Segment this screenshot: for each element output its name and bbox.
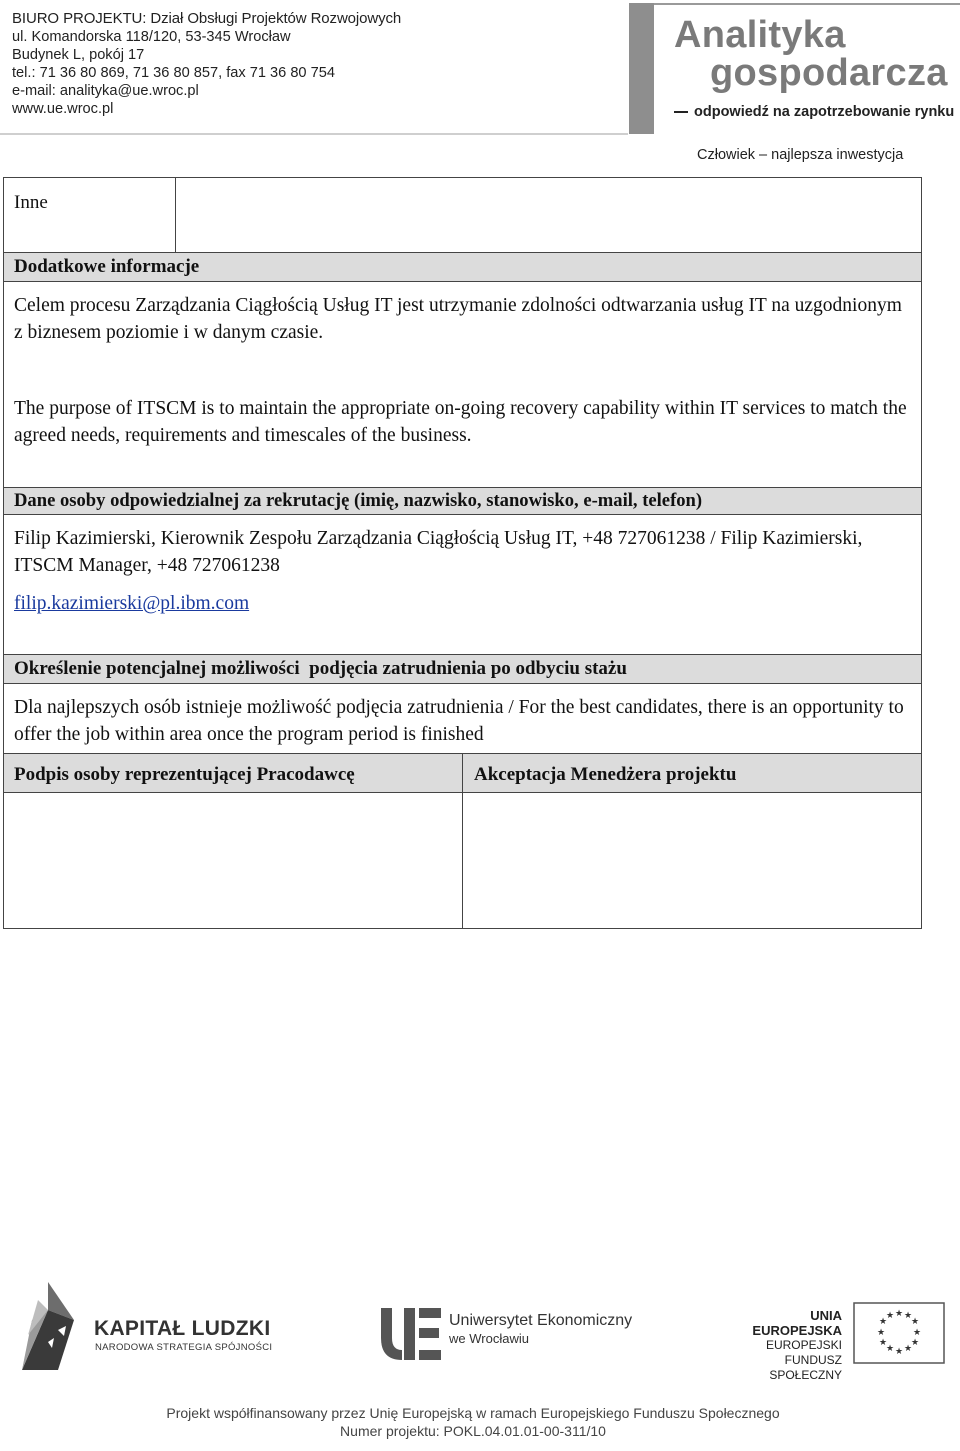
signature-manager-box[interactable] (463, 793, 921, 928)
tagline: Człowiek – najlepsza inwestycja (697, 147, 904, 163)
signature-employer-box[interactable] (4, 793, 463, 928)
header-divider (0, 133, 628, 135)
eu-line3: FUNDUSZ SPOŁECZNY (769, 1353, 842, 1382)
brand-subtitle-row (674, 104, 954, 120)
inne-value-cell[interactable] (176, 178, 921, 252)
row-divider (4, 281, 921, 282)
brand-logo (674, 14, 955, 120)
brand-line1: Analityka (674, 14, 846, 56)
inne-label-cell (4, 178, 176, 252)
address-line: www.ue.wroc.pl (12, 101, 114, 117)
eu-text-block (727, 1308, 842, 1383)
employment-heading: Określenie potencjalnej możliwości podjęcia zatrudnienia po odbyciu stażu (14, 658, 627, 679)
contact-heading: Dane osoby odpowiedzialnej za rekrutację (imię, nazwisko, stanowisko, e-mail, telefon) (14, 490, 703, 511)
kapital-ludzki-title: KAPITAŁ LUDZKI (94, 1317, 271, 1340)
svg-text:★: ★ (894, 1347, 904, 1357)
address-line: Budynek L, pokój 17 (12, 47, 145, 63)
ue-wroclaw-logo-icon (379, 1306, 443, 1362)
inne-label: Inne (14, 192, 48, 213)
project-number: Numer projektu: POKL.04.01.01-00-311/10 (340, 1423, 606, 1439)
form-table (3, 177, 922, 929)
signature-employer-heading-cell (4, 754, 463, 792)
signature-employer-label: Podpis osoby reprezentującej Pracodawcę (14, 764, 355, 785)
svg-text:★: ★ (885, 1311, 895, 1321)
office-address-block (12, 10, 401, 118)
kapital-ludzki-emblem-icon (18, 1280, 88, 1372)
svg-text:★: ★ (878, 1317, 888, 1327)
row-divider (4, 683, 921, 684)
address-line: ul. Komandorska 118/120, 53-345 Wrocław (12, 29, 291, 45)
svg-text:★: ★ (903, 1344, 913, 1354)
extra-info-heading-cell (4, 253, 921, 281)
svg-text:★: ★ (885, 1344, 895, 1354)
dash-icon (674, 111, 688, 113)
extra-info-english: The purpose of ITSCM is to maintain the appropriate on-going recovery capability within IT services to match the agreed needs, requirements and timescales of the business. (14, 398, 907, 446)
cofinance-text: Projekt współfinansowany przez Unię Europejską w ramach Europejskiego Funduszu Społecznego (166, 1405, 780, 1421)
contact-email-wrap (14, 591, 249, 618)
employment-value: Dla najlepszych osób istnieje możliwość podjęcia zatrudnienia / For the best candidates, there is an opportunity to offer the job within area once the program period is finished (14, 697, 904, 745)
brand-gray-bar (629, 3, 654, 134)
contact-value: Filip Kazimierski, Kierownik Zespołu Zarządzania Ciągłością Usług IT, +48 727061238 / Filip Kazimierski, ITSCM Manager, +48 727061238 (14, 528, 863, 576)
eu-line1: UNIA EUROPEJSKA (752, 1308, 842, 1338)
signature-manager-label: Akceptacja Menedżera projektu (474, 764, 737, 785)
eu-line2: EUROPEJSKI (765, 1338, 842, 1352)
brand-line2: gospodarcza (710, 52, 948, 94)
footer-text (153, 1404, 793, 1440)
extra-info-polish: Celem procesu Zarządzania Ciągłością Usług IT jest utrzymanie zdolności odtwarzania usług IT na uzgodnionym z biznesem poziomie i w danym czasie. (14, 295, 902, 343)
contact-email-link[interactable]: filip.kazimierski@pl.ibm.com (14, 593, 250, 614)
svg-text:★: ★ (912, 1328, 922, 1338)
office-title: BIURO PROJEKTU: Dział Obsługi Projektów Rozwojowych (12, 10, 402, 27)
svg-text:★: ★ (903, 1311, 913, 1321)
extra-info-heading: Dodatkowe informacje (14, 256, 200, 277)
brand-subtitle: odpowiedź na zapotrzebowanie rynku (694, 104, 955, 120)
contact-heading-cell (4, 488, 921, 514)
footer-logos (0, 1280, 960, 1380)
ue-wroclaw-subtitle: we Wrocławiu (449, 1331, 529, 1346)
svg-text:★: ★ (910, 1317, 920, 1327)
svg-text:★: ★ (878, 1338, 888, 1348)
ue-wroclaw-title: Uniwersytet Ekonomiczny (449, 1312, 633, 1329)
kapital-ludzki-subtitle: NARODOWA STRATEGIA SPÓJNOŚCI (95, 1342, 273, 1353)
address-line: e-mail: analityka@ue.wroc.pl (12, 83, 199, 99)
svg-text:★: ★ (876, 1328, 886, 1338)
eu-flag-icon (853, 1302, 945, 1364)
employment-heading-cell (4, 655, 921, 683)
signature-manager-heading-cell (463, 754, 921, 792)
address-line: tel.: 71 36 80 869, 71 36 80 857, fax 71 36 80 754 (12, 65, 335, 81)
row-divider (4, 514, 921, 515)
svg-text:★: ★ (910, 1338, 920, 1348)
svg-text:★: ★ (894, 1309, 904, 1319)
